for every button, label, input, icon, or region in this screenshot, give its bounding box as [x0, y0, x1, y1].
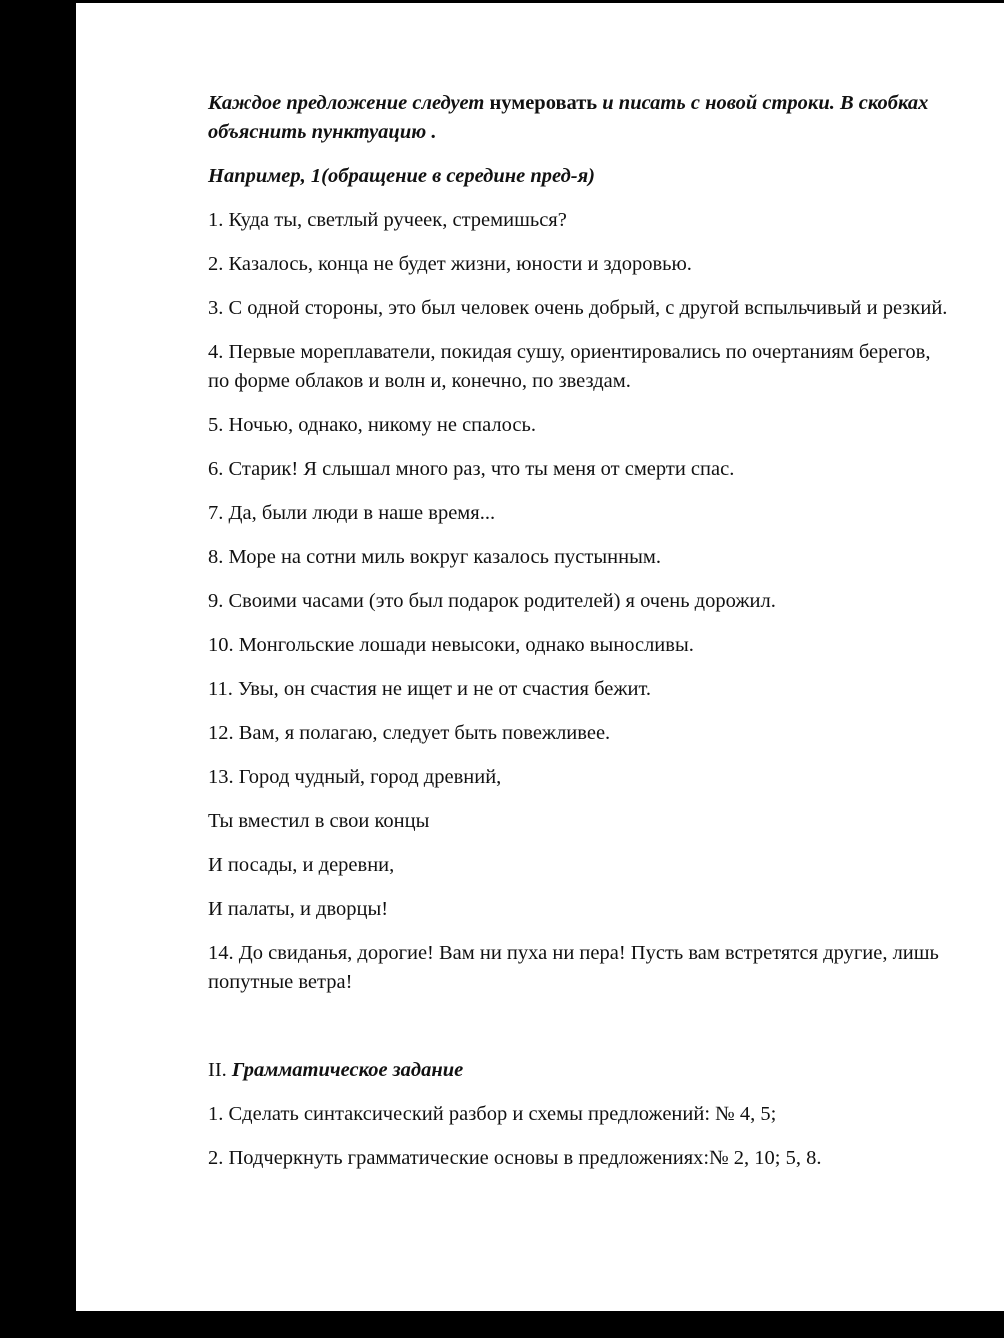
- instructions-part3: и писать с новой строки. В скобках объяснить пунктуацию .: [208, 92, 929, 143]
- section-2-title: Грамматическое задание: [231, 1059, 464, 1081]
- task-1: 1. Сделать синтаксический разбор и схемы предложений: № 4, 5;: [208, 1103, 777, 1125]
- sentence-13-line-1: 13. Город чудный, город древний,: [208, 766, 502, 788]
- instructions-part2: нумеровать: [489, 92, 598, 114]
- sentence-13-line-4: И палаты, и дворцы!: [208, 898, 389, 920]
- task-2: 2. Подчеркнуть грамматические основы в предложениях:№ 2, 10; 5, 8.: [208, 1147, 822, 1169]
- sentence-4: 4. Первые мореплаватели, покидая сушу, ориентировались по очертаниям берегов, по форме облаков и волн и, конечно, по звездам.: [208, 341, 931, 392]
- sentence-6: 6. Старик! Я слышал много раз, что ты меня от смерти спас.: [208, 458, 735, 480]
- sentence-11: 11. Увы, он счастия не ищет и не от счастия бежит.: [208, 678, 652, 700]
- instructions-part1: Каждое предложение следует: [208, 92, 485, 114]
- sentence-1: 1. Куда ты, светлый ручеек, стремишься?: [208, 209, 567, 231]
- sentence-14: 14. До свиданья, дорогие! Вам ни пуха ни пера! Пусть вам встретятся другие, лишь попутные ветра!: [208, 942, 939, 993]
- document-content: [208, 89, 948, 1188]
- section-spacer: [208, 1012, 948, 1056]
- sentence-12: 12. Вам, я полагаю, следует быть повежливее.: [208, 722, 611, 744]
- sentence-8: 8. Море на сотни миль вокруг казалось пустынным.: [208, 546, 661, 568]
- section-2-numeral: II.: [208, 1059, 227, 1081]
- sentence-7: 7. Да, были люди в наше время...: [208, 502, 496, 524]
- sentence-13-line-2: Ты вместил в свои концы: [208, 810, 430, 832]
- sentence-10: 10. Монгольские лошади невысоки, однако выносливы.: [208, 634, 694, 656]
- instructions-paragraph: [208, 89, 948, 147]
- sentence-13-line-3: И посады, и деревни,: [208, 854, 395, 876]
- section-2-heading: [208, 1056, 948, 1085]
- example-line: Например, 1(обращение в середине пред-я): [208, 165, 595, 187]
- document-page: [76, 3, 1004, 1311]
- sentence-3: 3. С одной стороны, это был человек очень добрый, с другой вспыльчивый и резкий.: [208, 297, 948, 319]
- sentence-2: 2. Казалось, конца не будет жизни, юности и здоровью.: [208, 253, 692, 275]
- sentence-9: 9. Своими часами (это был подарок родителей) я очень дорожил.: [208, 590, 776, 612]
- sentence-5: 5. Ночью, однако, никому не спалось.: [208, 414, 536, 436]
